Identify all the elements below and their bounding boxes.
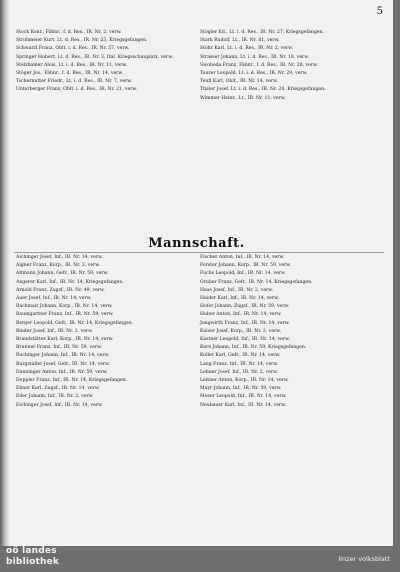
list-entry: Schwarzl Franz, Oblt. i. d. Res., IR. Nr. 57, verw. [16,46,130,52]
list-entry: Lang Franz, Inf., IR. Nr. 14, verw. [200,361,279,367]
list-entry: Fischer Anton, Inf., IR. Nr. 14, verw. [200,255,285,260]
list-entry: Strohmeier Kurt, Lt. d. Res., IR. Nr. 23, Kriegsgefangen. [16,38,148,44]
list-entry: Stögler Ed., Lt. i. d. Res., IR. Nr. 27, Kriegsgefangen. [200,30,325,35]
footer-source-label: linzer volksblatt [338,555,390,563]
crew-list-right-column [200,255,382,409]
logo-line-2: bibliothek [6,557,60,567]
footer-bar [0,546,400,572]
list-entry: Aigner Franz, Korp., IR. Nr. 2, verw. [16,263,101,269]
list-entry: Mayr Johann, Inf., IR. Nr. 59, verw. [200,386,282,392]
list-entry: Huber Anton, Inf., IR. Nr. 14, verw. [200,312,282,318]
list-entry: Altmann Johann, Gefr., IR. Nr. 59, verw. [16,271,109,277]
list-entry: Teufl Karl, Oblt., IR. Nr. 14, verw. [200,79,279,85]
list-entry: Stöhr Karl, Lt. i. d. Res., IR. Nr. 2, verw. [200,46,294,52]
list-entry: Doppler Franz, Inf., IR. Nr. 14, Kriegsgefangen. [16,378,128,384]
list-entry: Haider Karl, Inf., IR. Nr. 14, verw. [200,296,279,302]
list-entry: Arnold Franz, Zugsf., IR. Nr. 49, verw. [16,287,105,293]
list-entry: Fuchs Leopold, Inf., IR. Nr. 14, verw. [200,271,286,277]
list-entry: Leitner Anton, Korp., IR. Nr. 14, verw. [200,378,289,384]
list-entry: Buchinger Johann, Inf., IR. Nr. 14, verw. [16,353,110,359]
list-entry: Jungwirth Franz, Inf., IR. Nr. 14, verw. [200,320,290,326]
list-entry: Bachmair Johann, Korp., IR. Nr. 14, verw. [16,304,113,310]
list-entry: Kastner Leopold, Inf., IR. Nr. 14, verw. [200,337,290,343]
page-number: 5 [376,6,383,17]
list-entry: Thaler Josef, Lt. i. d. Res., IR. Nr. 20, Kriegsgefangen. [200,87,326,93]
list-entry: Haas Josef, Inf., IR. Nr. 2, verw. [200,287,274,293]
list-entry: Baumgartner Franz, Inf., IR. Nr. 59, verw. [16,312,114,318]
list-entry: Stark Rudolf, Lt., IR. Nr. 81, verw. [200,38,280,44]
section-divider [14,252,384,253]
list-entry: Kaiser Josef, Korp., IR. Nr. 2, verw. [200,328,282,334]
officer-list-right-column [200,30,382,102]
list-entry: Wimmer Heinr., Lt., IR. Nr. 11, verw. [200,95,286,101]
list-entry: Hofer Johann, Zugsf., IR. Nr. 59, verw. [200,304,290,310]
crew-list-left-column [16,255,194,409]
list-entry: Koller Karl, Gefr., IR. Nr. 14, verw. [200,353,281,359]
library-logo [6,546,59,568]
section-heading: Mannschaft. [148,236,245,251]
list-entry: Tschernutter Friedr., Lt. i. d. Res., IR. Nr. 7, verw. [16,79,133,85]
list-entry: Stöger Jos., Fähnr., f. d. Res., IR. Nr. 14, verw. [16,71,124,77]
list-entry: Brunner Franz, Inf., IR. Nr. 59, verw. [16,345,102,351]
officer-list-left-column [16,30,194,94]
list-entry: Danninger Anton, Inf., IR. Nr. 59, verw. [16,369,108,375]
list-entry: Burgstaller Josef, Gefr., IR. Nr. 14, verw. [16,361,110,367]
list-entry: Auer Josef, Inf., IR. Nr. 14, verw. [16,296,92,302]
logo-line-1: oö landes [6,546,57,556]
list-entry: Stelzhamer Alois, Lt. i. d. Res., IR. Nr. 11, verw. [16,62,128,68]
list-entry: Kern Johann, Inf., IR. Nr. 59, Kriegsgefangen. [200,345,307,351]
list-entry: Swoboda Franz, Fähnr., f. d. Res., IR. Nr. 28, verw. [200,62,318,68]
list-entry: Taurer Leopold, Lt. i. d. Res., IR. Nr. 29, verw. [200,71,308,77]
list-entry: Neubauer Karl, Inf., IR. Nr. 14, verw. [200,402,287,408]
list-entry: Stock Konr., Fähnr., f. d. Res., IR. Nr. 2, verw. [16,30,122,35]
list-entry: Ebner Karl, Zugsf., IR. Nr. 14, verw. [16,386,100,392]
list-entry: Eichinger Josef, Inf., IR. Nr. 14, verw. [16,402,103,408]
list-entry: Binder Josef, Inf., IR. Nr. 2, verw. [16,328,93,334]
list-entry: Forster Johann, Korp., IR. Nr. 59, verw. [200,263,292,269]
list-entry: Brandstätter Karl, Korp., IR. Nr. 14, verw. [16,337,114,343]
list-entry: Eder Johann, Inf., IR. Nr. 2, verw. [16,394,94,400]
list-entry: Angerer Karl, Inf., IR. Nr. 14, Kriegsgefangen. [16,279,124,285]
page-binding-shadow [0,0,10,546]
list-entry: Unterberger Franz, Oblt. i. d. Res., IR. Nr. 21, verw. [16,87,138,93]
list-entry: Lehner Josef, Inf., IR. Nr. 2, verw. [200,369,278,375]
list-entry: Springer Hubert, Lt. d. Res., IR. Nr. 3, Ital. Kriegsschauplatz, verw. [16,54,174,60]
list-entry: Aichinger Josef, Inf., IR. Nr. 14, verw. [16,255,103,260]
list-entry: Moser Leopold, Inf., IR. Nr. 14, verw. [200,394,287,400]
list-entry: Strasser Johann, Lt. i. d. Res., IR. Nr. 18, verw. [200,54,310,60]
list-entry: Berger Leopold, Gefr., IR. Nr. 14, Kriegsgefangen. [16,320,134,326]
list-entry: Gruber Franz, Gefr., IR. Nr. 14, Kriegsgefangen. [200,279,313,285]
